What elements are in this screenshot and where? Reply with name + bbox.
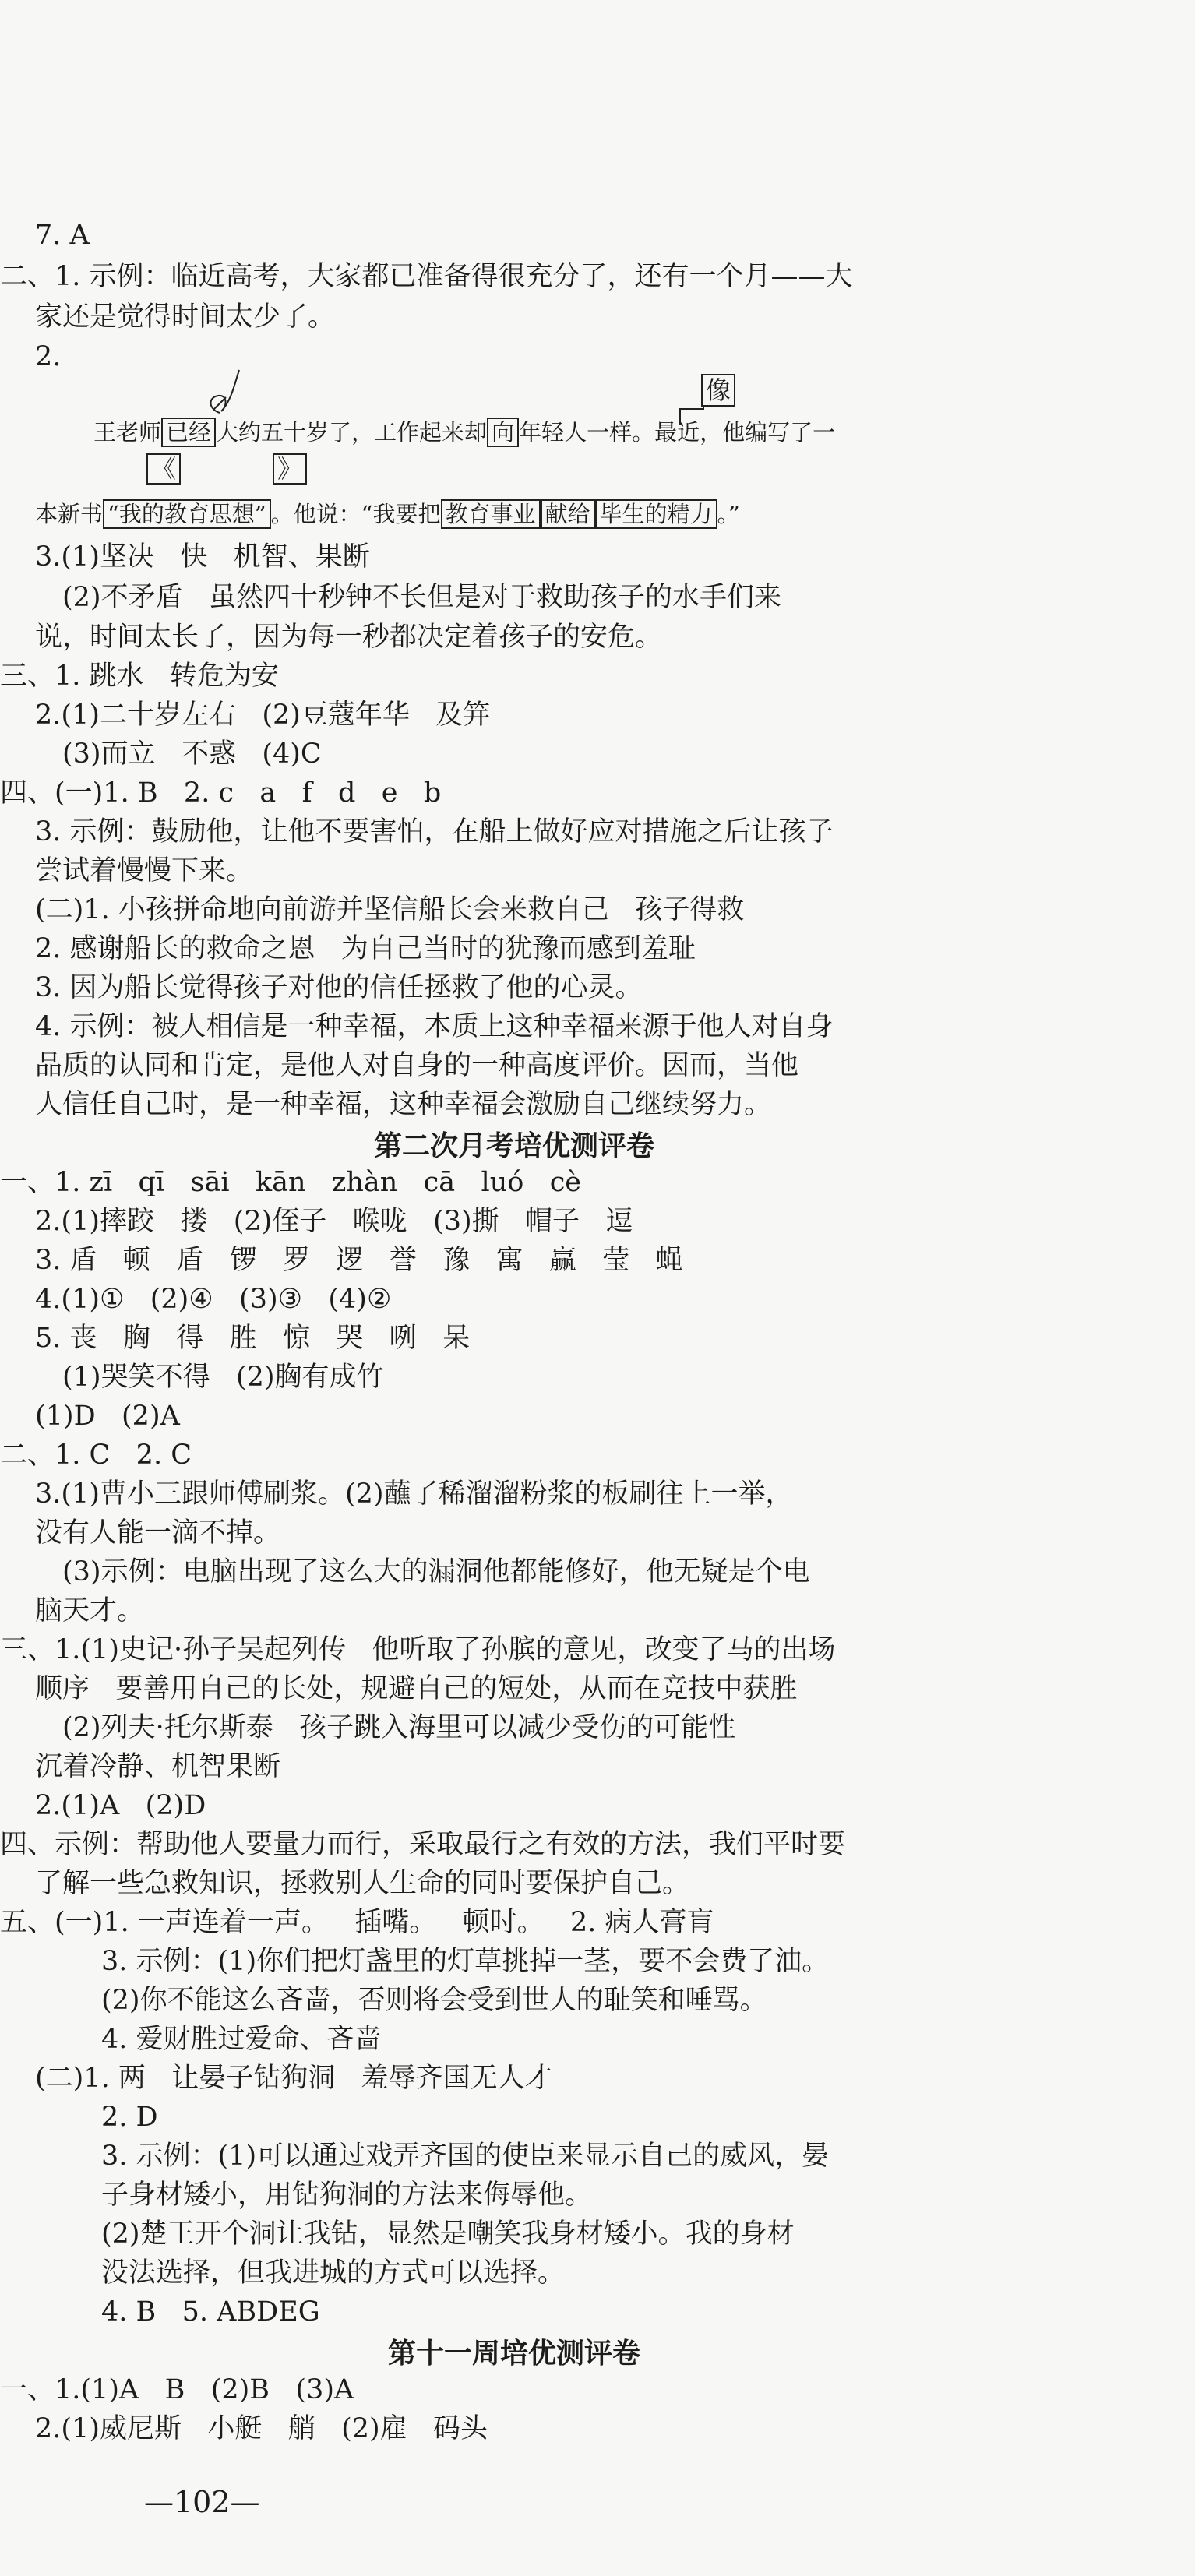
answer-line: (2)楚王开个洞让我钻，显然是嘲笑我身材矮小。我的身材: [101, 2218, 795, 2250]
insert-word: 像: [701, 374, 735, 407]
answer-line: 一、1. zī qī sāi kān zhàn cā luó cè: [0, 1167, 582, 1198]
answer-line: 2.(1)A (2)D: [35, 1790, 206, 1821]
answer-line: 2. D: [101, 2102, 158, 2133]
answer-line: 五、(一)1. 一声连着一声。 插嘴。 顿时。 2. 病人膏肓: [0, 1907, 714, 1938]
answer-line: 7. A: [35, 220, 90, 251]
quote-mark-open: 《: [146, 453, 181, 485]
answer-line: (2)列夫·托尔斯泰 孩子跳入海里可以减少受伤的可能性: [62, 1712, 736, 1743]
answer-line: 2.(1)威尼斯 小艇 艄 (2)雇 码头: [35, 2413, 488, 2444]
answer-line: 2.(1)摔跤 搂 (2)侄子 喉咙 (3)撕 帽子 逗: [35, 1206, 633, 1237]
answer-line: (二)1. 两 让晏子钻狗洞 羞辱齐国无人才: [35, 2063, 552, 2094]
answer-line: 子身材矮小，用钻狗洞的方法来侮辱他。: [101, 2180, 593, 2211]
answer-line: 四、(一)1. B 2. c a f d e b: [0, 777, 442, 809]
answer-line: 沉着冷静、机智果断: [35, 1751, 281, 1782]
answer-line: 一、1.(1)A B (2)B (3)A: [0, 2374, 354, 2405]
answer-line: 3. 因为船长觉得孩子对他的信任拯救了他的心灵。: [35, 972, 643, 1003]
answer-line: 二、1. C 2. C: [0, 1440, 192, 1471]
answer-line: (二)1. 小孩拼命地向前游并坚信船长会来救自己 孩子得救: [35, 894, 745, 925]
answer-line: 3. 示例：(1)可以通过戏弄齐国的使臣来显示自己的威风，晏: [101, 2141, 830, 2172]
answer-line: 三、1.(1)史记·孙子吴起列传 他听取了孙膑的意见，改变了马的出场: [0, 1634, 836, 1665]
answer-line: 4. 爱财胜过爱命、吝啬: [101, 2024, 382, 2055]
answer-line: 顺序 要善用自己的长处，规避自己的短处，从而在竞技中获胜: [35, 1673, 798, 1704]
answer-line: 2.(1)二十岁左右 (2)豆蔻年华 及笄: [35, 700, 491, 731]
exercise-sentence-2: 本新书 “我的教育思想” 。他说：“我要把 教育事业 献给 毕生的精力 。”: [35, 501, 740, 527]
quote-mark-close: 》: [273, 453, 307, 485]
answer-line: 4.(1)① (2)④ (3)③ (4)②: [35, 1284, 392, 1315]
answer-line: (3)示例：电脑出现了这么大的漏洞他都能修好，他无疑是个电: [62, 1556, 810, 1588]
answer-line: 四、示例：帮助他人要量力而行，采取最行之有效的方法，我们平时要: [0, 1829, 846, 1860]
answer-line: 了解一些急救知识，拯救别人生命的同时要保护自己。: [35, 1868, 690, 1899]
answer-line: 三、1. 跳水 转危为安: [0, 661, 279, 692]
answer-line: (3)而立 不惑 (4)C: [62, 738, 322, 770]
answer-line: 2. 感谢船长的救命之恩 为自己当时的犹豫而感到羞耻: [35, 933, 696, 964]
answer-line: 脑天才。: [35, 1595, 145, 1626]
answer-line: 3.(1)坚决 快 机智、果断: [35, 541, 370, 573]
answer-line: 说，时间太长了，因为每一秒都决定着孩子的安危。: [35, 622, 663, 653]
answer-line: (1)哭笑不得 (2)胸有成竹: [62, 1362, 384, 1393]
answer-line: (1)D (2)A: [35, 1401, 180, 1432]
answer-line: 3.(1)曹小三跟师傅刷浆。(2)蘸了稀溜溜粉浆的板刷往上一举，: [35, 1478, 793, 1510]
answer-line: 品质的认同和肯定，是他人对自身的一种高度评价。因而，当他: [35, 1050, 799, 1081]
answer-line: 人信任自己时，是一种幸福，这种幸福会激励自己继续努力。: [35, 1089, 772, 1120]
deletion-mark-icon: [204, 366, 243, 421]
answer-line: 家还是觉得时间太少了。: [35, 301, 336, 333]
answer-line: 3. 盾 顿 盾 锣 罗 逻 誉 豫 寓 赢 莹 蝇: [35, 1245, 683, 1276]
answer-line: 二、1. 示例：临近高考，大家都已准备得很充分了，还有一个月——大: [0, 261, 853, 292]
answer-line: 没法选择，但我进城的方式可以选择。: [101, 2257, 566, 2289]
answer-line: 尝试着慢慢下来。: [35, 855, 254, 886]
answer-line: 2.: [35, 341, 62, 372]
section-heading: 第十一周培优测评卷: [387, 2337, 640, 2370]
answer-line: (2)不矛盾 虽然四十秒钟不长但是对于救助孩子的水手们来: [62, 582, 781, 613]
answer-line: 3. 示例：鼓励他，让他不要害怕，在船上做好应对措施之后让孩子: [35, 816, 834, 848]
exercise-sentence-1: 王老师 已经 大约五十岁了，工作起来却 向 年轻人一样。最近，他编写了一: [93, 419, 836, 446]
answer-line: (2)你不能这么吝啬，否则将会受到世人的耻笑和唾骂。: [101, 1985, 767, 2016]
answer-line: 4. 示例：被人相信是一种幸福，本质上这种幸福来源于他人对自身: [35, 1011, 834, 1042]
answer-line: 3. 示例：(1)你们把灯盏里的灯草挑掉一茎，要不会费了油。: [101, 1946, 830, 1977]
section-heading: 第二次月考培优测评卷: [373, 1129, 654, 1162]
answer-line: 没有人能一滴不掉。: [35, 1517, 281, 1549]
answer-line: 5. 丧 胸 得 胜 惊 哭 咧 呆: [35, 1323, 471, 1354]
answer-line: 4. B 5. ABDEG: [101, 2296, 320, 2328]
page-number: —102—: [144, 2485, 260, 2519]
